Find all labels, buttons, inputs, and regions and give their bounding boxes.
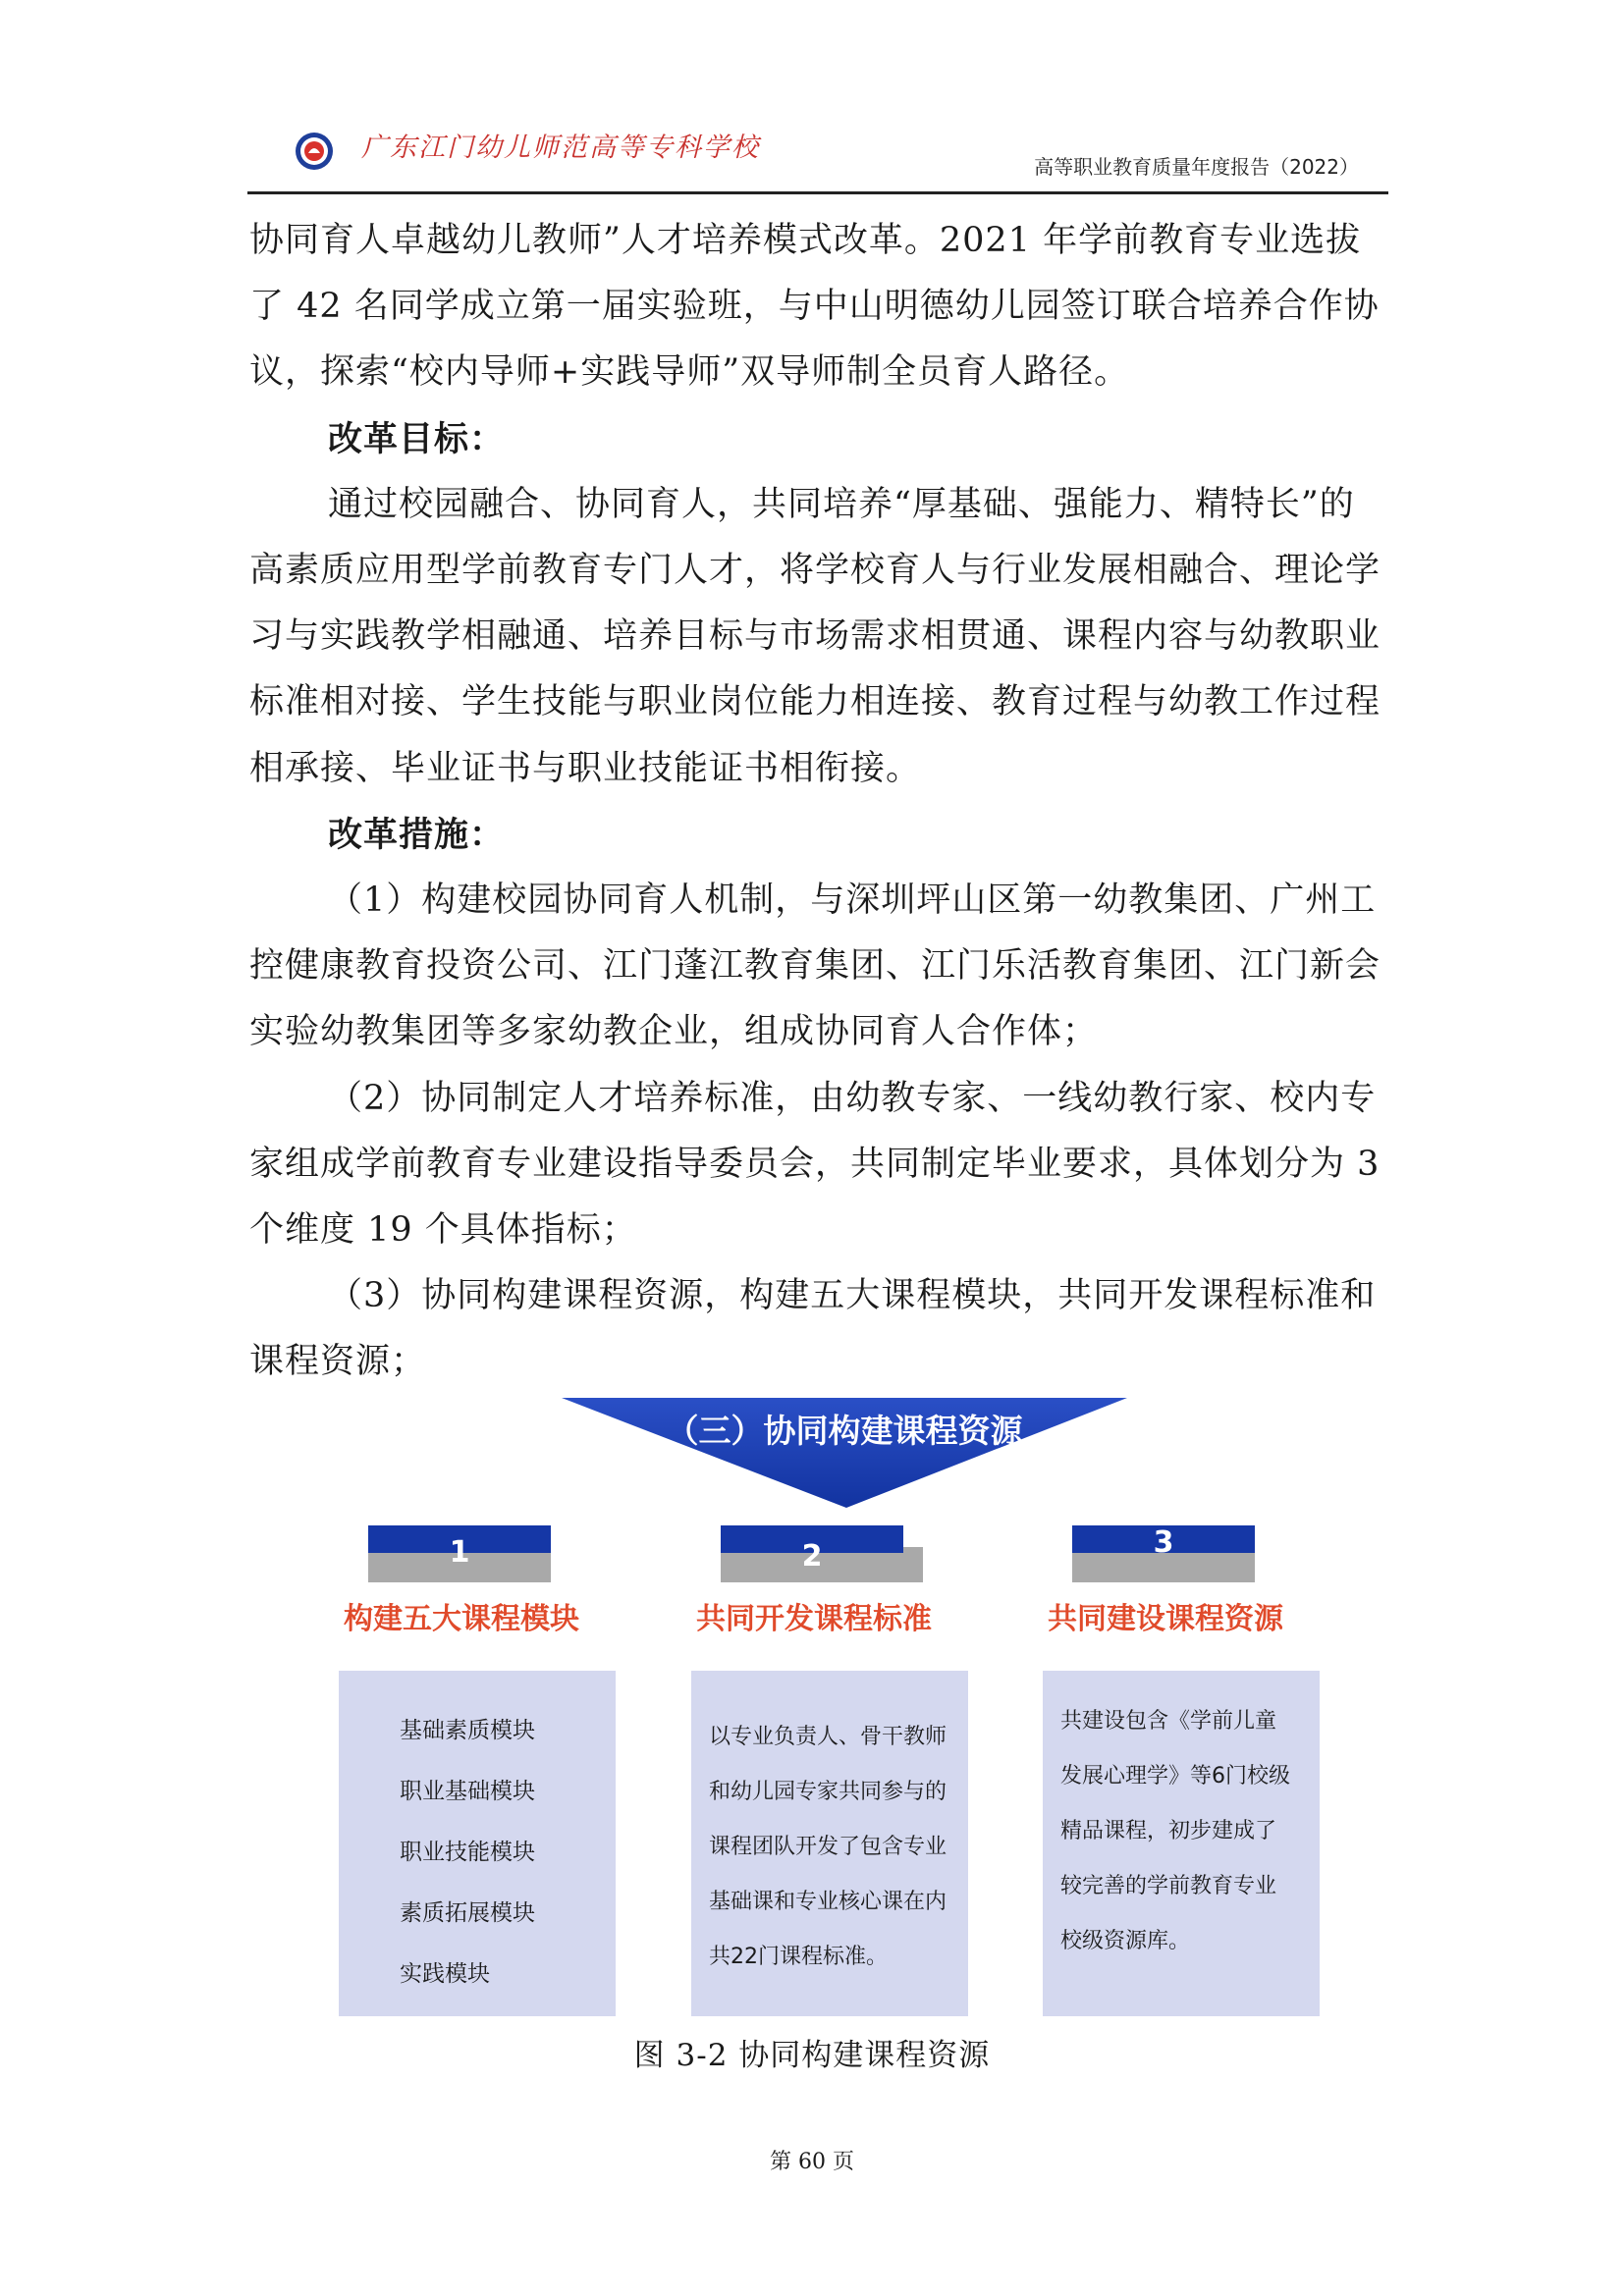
column-title: 构建五大课程模块 [344, 1602, 579, 1636]
number-label: 2 [801, 1539, 823, 1574]
text-line: 精品课程，初步建成了 [1060, 1819, 1277, 1843]
column-title: 共同建设课程资源 [1048, 1602, 1283, 1636]
figure-course-resources [334, 1398, 1316, 2034]
text-line: 和幼儿园专家共同参与的 [709, 1780, 947, 1804]
text-line: 较完善的学前教育专业 [1060, 1874, 1277, 1898]
text-line: 共22门课程标准。 [709, 1945, 888, 1969]
body-text [249, 208, 1388, 1396]
page-header [247, 118, 1388, 194]
paragraph-intro: 协同育人卓越幼儿教师”人才培养模式改革。2021 年学前教育专业选拔了 42 名同学成立第一届实验班，与中山明德幼儿园签订联合培养合作协议，探索“校内导师+实践导师”双导师制全员育人路径。 [249, 221, 1380, 393]
heading-measures: 改革措施： [328, 814, 506, 855]
text-line: 校级资源库。 [1060, 1929, 1191, 1953]
list-item: 职业技能模块 [400, 1840, 535, 1865]
list-item: 职业基础模块 [400, 1779, 535, 1804]
number-label: 3 [1153, 1525, 1174, 1560]
module-list-box [339, 1671, 616, 2016]
page-number: 第 60 页 [770, 2150, 854, 2174]
list-item: 基础素质模块 [400, 1718, 535, 1743]
number-badge [721, 1525, 903, 1582]
report-title: 高等职业教育质量年度报告（2022） [1034, 155, 1359, 179]
column-title: 共同开发课程标准 [696, 1602, 932, 1636]
measure-2: （2）协同制定人才培养标准，由幼教专家、一线幼教行家、校内专家组成学前教育专业建设指导委员会，共同制定毕业要求，具体划分为 3 个维度 19 个具体指标； [249, 1078, 1380, 1251]
text-line: 发展心理学》等6门校级 [1060, 1764, 1290, 1789]
resources-box [1043, 1671, 1320, 2016]
measure-3: （3）协同构建课程资源，构建五大课程模块，共同开发课程标准和课程资源； [249, 1276, 1377, 1382]
header-divider [247, 191, 1388, 194]
measure-1: （1）构建校园协同育人机制，与深圳坪山区第一幼教集团、广州工控健康教育投资公司、江门蓬江教育集团、江门乐活教育集团、江门新会实验幼教集团等多家幼教企业，组成协同育人合作体； [249, 881, 1381, 1052]
school-name: 广东江门幼儿师范高等专科学校 [361, 133, 760, 163]
text-line: 以专业负责人、骨干教师 [709, 1725, 947, 1749]
heading-goal: 改革目标： [328, 418, 506, 459]
text-line: 课程团队开发了包含专业 [709, 1835, 947, 1859]
number-label: 1 [449, 1535, 470, 1570]
figure-caption: 图 3-2 协同构建课程资源 [633, 2038, 991, 2073]
paragraph-goal: 通过校园融合、协同育人，共同培养“厚基础、强能力、精特长”的高素质应用型学前教育专门人才，将学校育人与行业发展相融合、理论学习与实践教学相融通、培养目标与市场需求相贯通、课程内容与幼教职业标准相对接、学生技能与职业岗位能力相连接、教育过程与幼教工作过程相承接、毕业证书与职业技能证书相衔接。 [249, 484, 1381, 788]
school-logo-icon [295, 132, 334, 171]
standards-box [691, 1671, 968, 2016]
number-badge [368, 1525, 551, 1582]
list-item: 素质拓展模块 [400, 1900, 535, 1926]
number-badge [1072, 1525, 1255, 1582]
list-item: 实践模块 [400, 1961, 490, 1987]
text-line: 基础课和专业核心课在内 [709, 1890, 947, 1914]
text-line: 共建设包含《学前儿童 [1060, 1709, 1277, 1734]
banner-title: （三）协同构建课程资源 [666, 1412, 1023, 1450]
